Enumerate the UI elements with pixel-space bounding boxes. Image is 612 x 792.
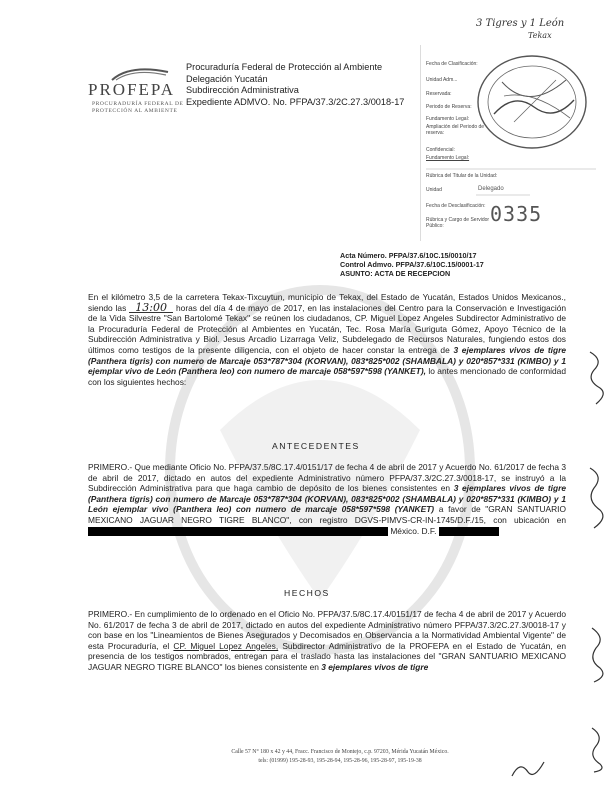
hechos-name: CP. Miguel Lopez Angeles, [173,640,279,651]
class-label: Ampliación del Periodo de reserva: [426,124,485,136]
antecedentes-paragraph [88,462,566,536]
intro-paragraph [88,292,566,387]
section-title-hechos: HECHOS [284,588,330,598]
bottom-signature-icon [510,756,546,782]
intro-text-3: lo antes mencionado de conformidad con los siguientes hechos: [88,366,566,387]
stamp-number: 0335 [490,202,543,226]
section-title-antecedentes: ANTECEDENTES [272,441,360,451]
redaction-bar [88,527,388,536]
class-label: Fecha de Clasificación: [426,61,478,67]
logo-subtitle: PROCURADURÍA FEDERAL DE PROTECCIÓN AL AMBIENTE [92,101,184,114]
class-label: Fecha de Desclasificación: [426,203,486,209]
logo-name: PROFEPA [88,80,176,99]
class-label: Rúbrica y Cargo de Servidor Público: [426,217,490,229]
class-label: Reservada: [426,91,452,97]
class-label: Unidad Adm... [426,77,458,83]
class-label: Fundamento Legal: [426,155,470,161]
hechos-text-2: Subdirector Administrativo de la PROFEPA en el Estado de Yucatán, en presencia de los testigos nombrados, entregan para el traslado hasta las instalaciones del "GRAN SANTUARIO MEXICANO JAGUAR NEGRO TIGRE BLANCO" los bienes consistente en [88,640,567,672]
antecedentes-text-2: a favor de "GRAN SANTUARIO MEXICANO JAGUAR NEGRO TIGRE BLANCO", con registro DGVS-PIMVS-CR-IN-1745/D.F./15, con ubicación en [88,504,566,525]
handwritten-note: 3 Tigres y 1 León [476,18,565,29]
antecedentes-text-1: PRIMERO.- Que mediante Oficio No. PFPA/37.5/8C.17.4/0151/17 de fecha 4 de abril de 2017 y Acuerdo No. 61/2017 de fecha 3 de abril de 2017, dictado en autos del expediente Administrativo número PFPA/37.3/2C.27.3/0018-17, se instruyó a la Subdirección Administrativa para que haga cambio de depósito de los bienes consistentes en [88,462,566,494]
antecedentes-specimens: 3 ejemplares vivos de tigre (Panthera tigris) con numero de Marcaje 053*787*304 (KORVAN), 083*825*002 (SHAMBALA) y 020*857*331 (KIMBO) y 1 León ejemplar vivo (Panthera leo) con numero de marcaje 058*597*598 (YANKET) [88,483,566,515]
class-label: Rúbrica del Titular de la Unidad: [426,173,498,179]
class-label: Unidad [426,187,442,193]
hechos-paragraph [88,609,566,673]
intro-text-2: horas del día 4 de mayo de 2017, en las instalaciones del Centro para la Conservación e Investigación de la Vida Silvestre "San Bartolomé Tekax" se reúnen los ciudadanos, CP. Miguel Lopez Angeles Subdirector Administrativo de la Procuraduría Federal de Protección al Ambientes en Yucatán, Tec. Rosa María Guriguta Gómez, Apoyo Técnico de la Subdirección Administrativa y Biol. Jesus Arcadio Lizarraga Veliz, Subdelegado de Recursos Naturales, fungiendo estos dos últimos como testigos de la presente diligencia, con el objeto de hacer constar la entrega de [88,302,567,355]
margin-signature-icon [584,462,610,532]
header-delegation: Delegación Yucatán [186,73,268,84]
margin-signature-icon [586,348,610,408]
footer-phones: tels: (01999) 195-28-93, 195-28-94, 195-28-96, 195-28-97, 195-19-38 [258,757,422,764]
class-label: Fundamento Legal: [426,116,470,122]
acta-numero: Acta Número. PFPA/37.6/10C.15/0010/17 [340,251,477,260]
hechos-text-1: PRIMERO.- En cumplimiento de lo ordenado en el Oficio No. PFPA/37.5/8C.17.4/0151/17 de fecha 4 de abril de 2017 y Acuerdo No. 61/2017 de fecha 3 de abril de 2017, dictado en autos del expediente Administrativo número PFPA/37.3/2C.27.3/0018-17 y con base en los "Lineamientos de Bienes Asegurados y Decomisados en Observancia a la Normatividad Ambiental Vigente" de esta Procuraduría, el [88,609,566,651]
page-footer [170,748,510,765]
official-seal-icon [474,52,589,152]
acta-asunto: ASUNTO: ACTA DE RECEPCION [340,269,451,278]
margin-signature-icon [586,724,608,774]
unidad-value: Delegado [478,186,504,192]
footer-address: Calle 57 N° 180 x 42 y 44, Fracc. Francisco de Montejo, c.p. 97203, Mérida Yucatán México. [231,749,449,755]
class-label: Periodo de Reserva: [426,104,472,110]
class-label: Confidencial: [426,147,455,153]
handwritten-note-place: Tekax [528,31,552,40]
margin-signature-icon [586,624,610,684]
intro-specimens: 3 ejemplares vivos de tigre (Panthera tigris) con numero de Marcaje 053*787*304 (KORVAN), 083*825*002 (SHAMBALA) y 020*857*331 (KIMBO) y 1 ejemplar vivo de León (Panthera leo) con numero de marcaje 058*597*598 (YANKET), [88,344,566,377]
document-header [186,62,404,108]
antecedentes-text-3: México. D.F. [390,525,437,536]
header-subdirection: Subdirección Administrativa [186,85,299,95]
header-agency: Procuraduría Federal de Protección al Ambiente [186,62,383,72]
header-expediente: Expediente ADMVO. No. PFPA/37.3/2C.27.3/0018-17 [186,96,405,107]
acta-control: Control Admvo. PFPA/37.6/10C.15/0001-17 [340,260,484,269]
handwritten-hour: 13:00 [129,303,173,313]
redaction-bar [439,527,499,536]
intro-text-1: En el kilómetro 3,5 de la carretera Tekax-Tixcuytun, municipio de Tekax, del Estado de Yucatán, Estados Unidos Mexicanos., siendo las [88,292,566,313]
hechos-specimens: 3 ejemplares vivos de tigre [321,661,429,672]
